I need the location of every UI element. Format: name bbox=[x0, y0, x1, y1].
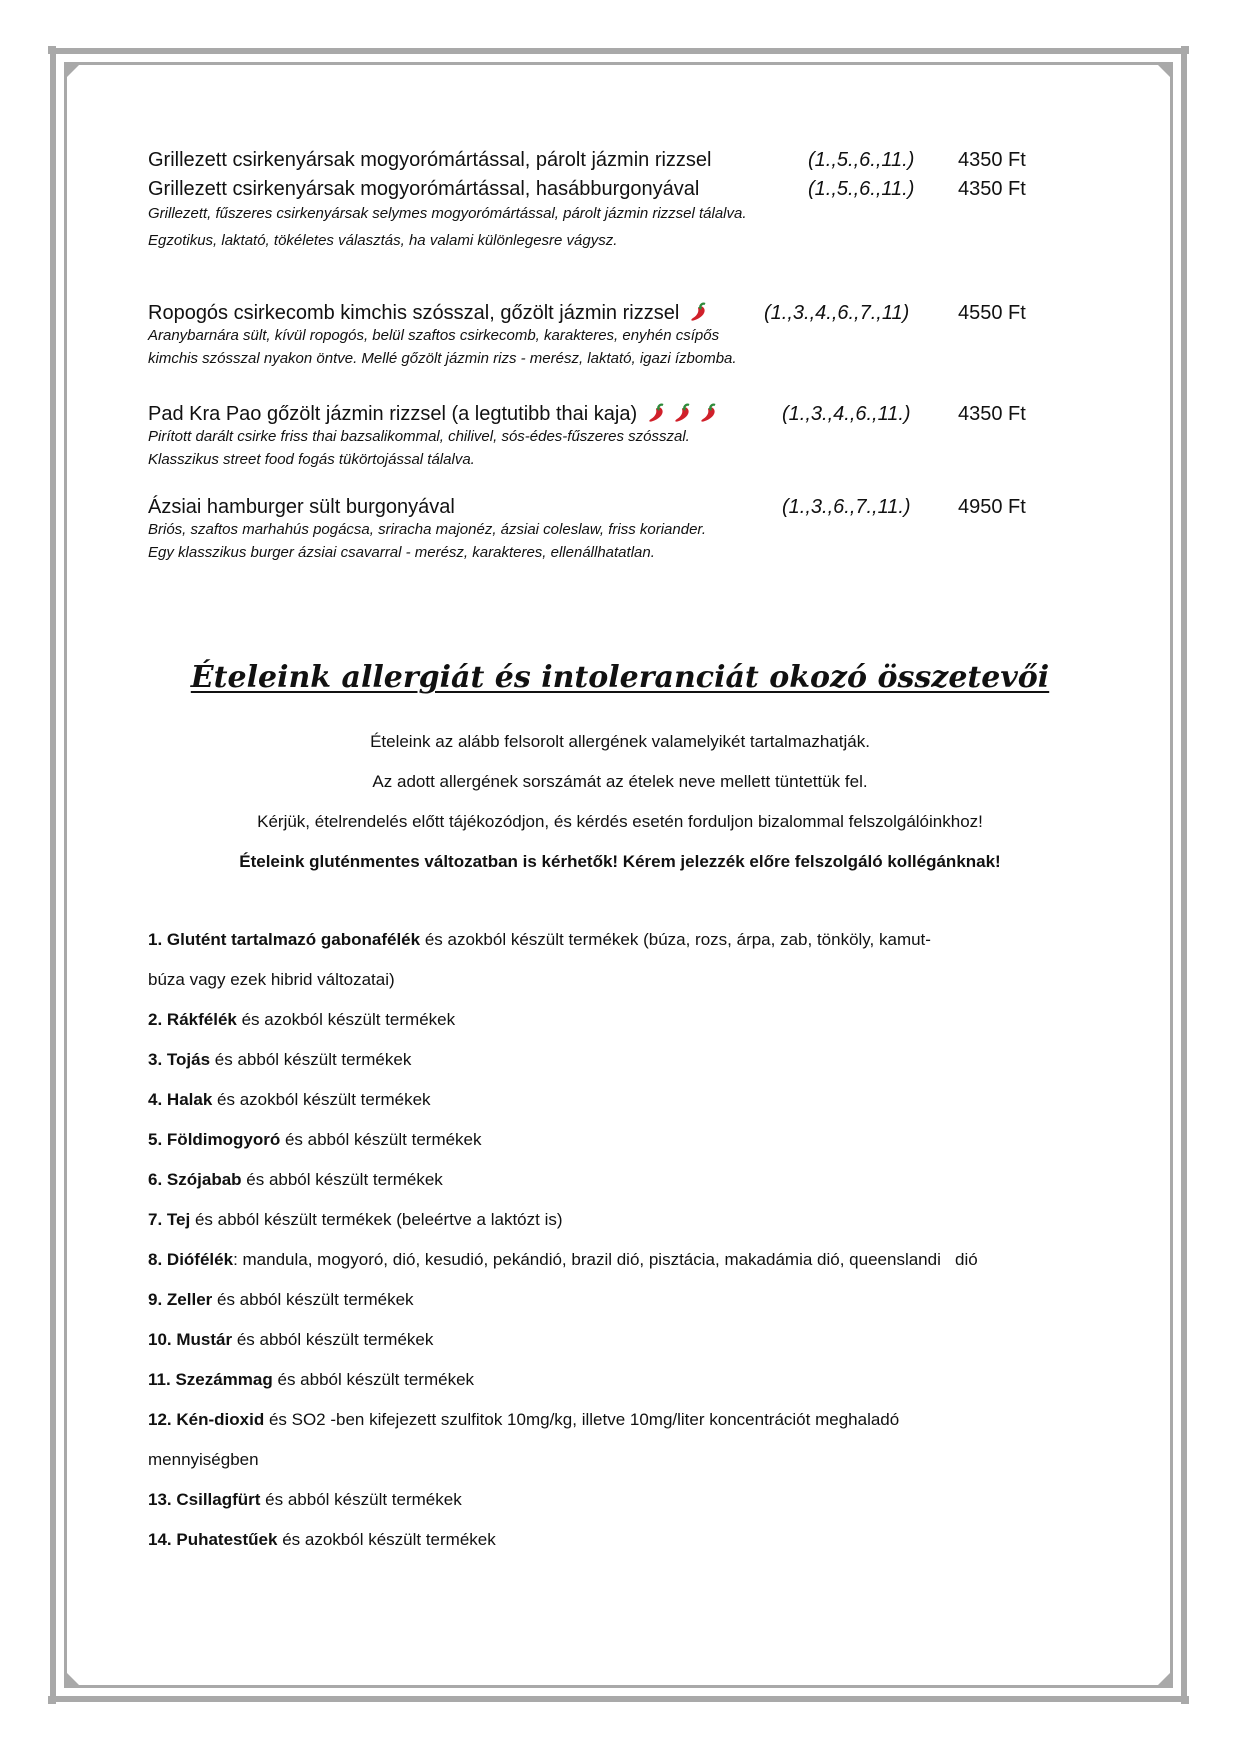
allergen-item bbox=[148, 1400, 1078, 1440]
chili-pepper-icon bbox=[671, 403, 693, 423]
allergen-item bbox=[148, 1080, 1078, 1120]
dish-description: Grillezett, fűszeres csirkenyársak selymes mogyorómártással, párolt jázmin rizzsel tálalva. bbox=[148, 205, 747, 222]
dish-description: Egy klasszikus burger ázsiai csavarral - merész, karakteres, ellenállhatatlan. bbox=[148, 544, 655, 561]
intro-text: Ételeink az alább felsorolt allergének valamelyikét tartalmazhatják. bbox=[370, 732, 870, 751]
allergen-detail: és abból készült termékek bbox=[272, 1370, 475, 1389]
allergen-number: 9. bbox=[148, 1290, 163, 1309]
frame-corner-square bbox=[1181, 46, 1189, 54]
allergen-number: 2. bbox=[148, 1010, 163, 1029]
allergen-item bbox=[148, 1240, 1078, 1280]
dish-description: Klasszikus street food fogás tükörtojással tálalva. bbox=[148, 451, 475, 468]
dish-description: kimchis szósszal nyakon öntve. Mellé gőzölt jázmin rizs - merész, laktató, igazi ízbomba. bbox=[148, 350, 737, 367]
dish-name: Ropogós csirkecomb kimchis szósszal, gőzölt jázmin rizzsel bbox=[148, 302, 680, 324]
allergen-number: 5. bbox=[148, 1130, 163, 1149]
dish-allergens: (1.,3.,6.,7.,11.) bbox=[782, 496, 911, 518]
allergen-detail: és abból készült termékek (beleértve a laktózt is) bbox=[190, 1210, 563, 1229]
intro-text: Kérjük, ételrendelés előtt tájékozódjon, és kérdés esetén forduljon bizalommal felszolgálóinkhoz! bbox=[257, 812, 983, 831]
dish-description: Aranybarnára sült, kívül ropogós, belül szaftos csirkecomb, karakteres, enyhén csípős bbox=[148, 327, 720, 344]
dish-name-with-spice bbox=[148, 400, 719, 429]
allergen-name: Rákfélék bbox=[166, 1010, 237, 1029]
allergen-detail: és azokból készült termékek bbox=[236, 1010, 456, 1029]
dish-price: 4350 Ft bbox=[958, 403, 1026, 425]
allergen-name: Szezámmag bbox=[175, 1370, 273, 1389]
allergen-name: Tej bbox=[166, 1210, 191, 1229]
menu-item-row bbox=[148, 400, 1048, 429]
allergen-number: 7. bbox=[148, 1210, 163, 1229]
allergen-detail: és azokból készült termékek bbox=[212, 1090, 431, 1109]
frame-corner-ornament bbox=[64, 1670, 82, 1688]
allergen-item bbox=[148, 1200, 1078, 1240]
frame-corner-ornament bbox=[1155, 62, 1173, 80]
allergen-detail: : mandula, mogyoró, dió, kesudió, pekándió, brazil dió, pisztácia, makadámia dió, queenslandi dió bbox=[233, 1250, 978, 1269]
allergen-detail: és abból készült termékek bbox=[212, 1290, 414, 1309]
allergen-number: 12. bbox=[148, 1410, 172, 1429]
allergen-item bbox=[148, 1280, 1078, 1320]
allergen-name: Halak bbox=[166, 1090, 213, 1109]
allergen-item bbox=[148, 1000, 1078, 1040]
allergen-detail: és abból készült termékek bbox=[232, 1330, 434, 1349]
intro-text: Az adott allergének sorszámát az ételek neve mellett tüntettük fel. bbox=[372, 772, 868, 791]
menu-items bbox=[148, 146, 1048, 564]
allergen-name: Glutént tartalmazó gabonafélék bbox=[166, 930, 421, 949]
dish-price: 4350 Ft bbox=[958, 178, 1026, 200]
chili-pepper-icon bbox=[687, 302, 709, 322]
allergen-number: 13. bbox=[148, 1490, 172, 1509]
allergen-item-continuation: mennyiségben bbox=[148, 1450, 259, 1469]
allergen-item bbox=[148, 1360, 1078, 1400]
allergen-name: Tojás bbox=[166, 1050, 211, 1069]
allergen-number: 4. bbox=[148, 1090, 163, 1109]
allergen-detail: és abból készült termékek bbox=[260, 1490, 462, 1509]
allergen-section-title: Ételeink allergiát és intoleranciát okozó összetevői bbox=[190, 660, 1050, 695]
allergen-name: Puhatestűek bbox=[176, 1530, 278, 1549]
chili-pepper-icon bbox=[697, 403, 719, 423]
allergen-item bbox=[148, 1520, 1078, 1560]
dish-allergens: (1.,3.,4.,6.,11.) bbox=[782, 403, 911, 425]
allergen-item-continuation: búza vagy ezek hibrid változatai) bbox=[148, 970, 395, 989]
dish-description: Egzotikus, laktató, tökéletes választás, ha valami különlegesre vágysz. bbox=[148, 232, 618, 249]
allergen-detail: és SO2 -ben kifejezett szulfitok 10mg/kg, illetve 10mg/liter koncentrációt meghaladó bbox=[264, 1410, 900, 1429]
allergen-item bbox=[148, 1120, 1078, 1160]
allergen-name: Földimogyoró bbox=[166, 1130, 281, 1149]
dish-name: Grillezett csirkenyársak mogyorómártással, párolt jázmin rizzsel bbox=[148, 149, 712, 171]
dish-description: Briós, szaftos marhahús pogácsa, sriracha majonéz, ázsiai coleslaw, friss koriander. bbox=[148, 521, 707, 538]
frame-corner-square bbox=[48, 46, 56, 54]
allergen-detail: és azokból készült termékek bbox=[277, 1530, 496, 1549]
allergen-name: Mustár bbox=[176, 1330, 233, 1349]
allergen-detail: és abból készült termékek bbox=[280, 1130, 482, 1149]
allergen-number: 1. bbox=[148, 930, 163, 949]
dish-name: Grillezett csirkenyársak mogyorómártással, hasábburgonyával bbox=[148, 178, 700, 200]
allergen-item bbox=[148, 1320, 1078, 1360]
menu-item-row bbox=[148, 299, 1048, 328]
dish-name-with-spice bbox=[148, 299, 709, 328]
frame-corner-ornament bbox=[1155, 1670, 1173, 1688]
allergen-list bbox=[148, 920, 1078, 1560]
dish-allergens: (1.,3.,4.,6.,7.,11) bbox=[764, 302, 910, 324]
allergen-name: Diófélék bbox=[166, 1250, 234, 1269]
allergen-detail: és azokból készült termékek (búza, rozs, árpa, zab, tönköly, kamut- bbox=[420, 930, 931, 949]
dish-price: 4350 Ft bbox=[958, 149, 1026, 171]
allergen-item bbox=[148, 1480, 1078, 1520]
allergen-number: 10. bbox=[148, 1330, 172, 1349]
allergen-name: Csillagfürt bbox=[176, 1490, 261, 1509]
menu-item-row bbox=[148, 146, 1048, 175]
allergen-item bbox=[148, 920, 1078, 960]
allergen-detail: és abból készült termékek bbox=[241, 1170, 443, 1189]
allergen-number: 3. bbox=[148, 1050, 163, 1069]
dish-name: Ázsiai hamburger sült burgonyával bbox=[148, 496, 455, 518]
frame-corner-ornament bbox=[64, 62, 82, 80]
dish-name: Pad Kra Pao gőzölt jázmin rizzsel (a legtutibb thai kaja) bbox=[148, 403, 638, 425]
allergen-intro bbox=[0, 722, 1240, 882]
allergen-number: 11. bbox=[148, 1370, 171, 1389]
dish-price: 4950 Ft bbox=[958, 496, 1026, 518]
allergen-detail: és abból készült termékek bbox=[210, 1050, 412, 1069]
gluten-free-notice: Ételeink gluténmentes változatban is kérhetők! Kérem jelezzék előre felszolgáló kollégánknak! bbox=[239, 852, 1001, 871]
allergen-number: 8. bbox=[148, 1250, 163, 1269]
dish-price: 4550 Ft bbox=[958, 302, 1026, 324]
allergen-name: Zeller bbox=[166, 1290, 213, 1309]
dish-description: Pirított darált csirke friss thai bazsalikommal, chilivel, sós-édes-fűszeres szósszal. bbox=[148, 428, 690, 445]
menu-item-row bbox=[148, 175, 1048, 204]
dish-allergens: (1.,5.,6.,11.) bbox=[808, 149, 915, 171]
allergen-number: 14. bbox=[148, 1530, 172, 1549]
frame-corner-square bbox=[1181, 1696, 1189, 1704]
allergen-number: 6. bbox=[148, 1170, 163, 1189]
menu-item-row bbox=[148, 493, 1048, 522]
allergen-name: Kén-dioxid bbox=[176, 1410, 265, 1429]
chili-pepper-icon bbox=[645, 403, 667, 423]
allergen-item bbox=[148, 1040, 1078, 1080]
frame-corner-square bbox=[48, 1696, 56, 1704]
dish-allergens: (1.,5.,6.,11.) bbox=[808, 178, 915, 200]
allergen-item bbox=[148, 1160, 1078, 1200]
allergen-name: Szójabab bbox=[166, 1170, 242, 1189]
